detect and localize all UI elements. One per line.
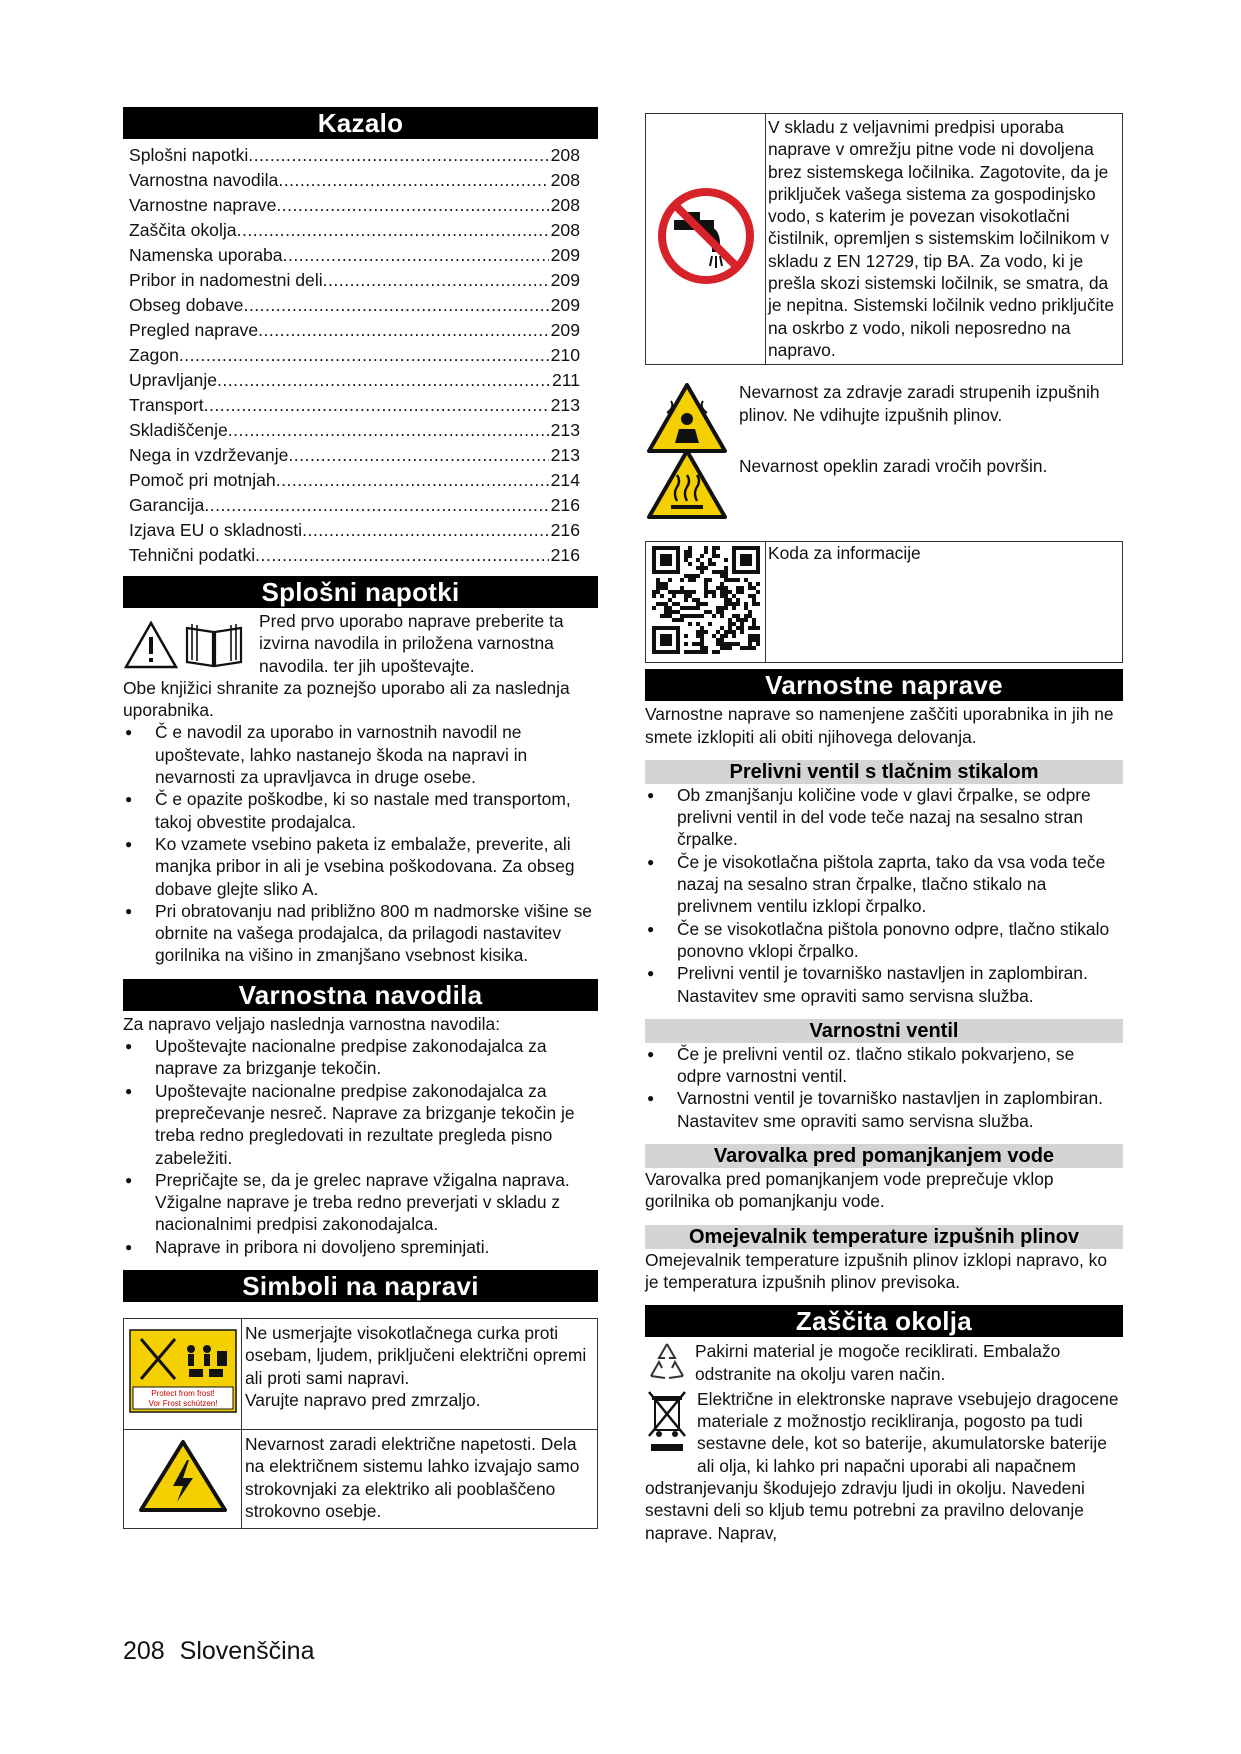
safety-bullets	[123, 1035, 598, 1258]
water-network-text: V skladu z veljavnimi predpisi uporaba naprave v omrežju pitne vode ni dovoljena brez sistemskega ločilnika. Zagotovite, da je priključek vašega sistema za gospodinjsko vodo, s katerim je povezan visokotlačni čistilnik, opremljen s sistemskim ločilnikom v skladu z EN 12729, tip BA. Za vodo, ki je prešla skozi sistemski ločilnik, se smatra, da je nepitna. Sistemski ločilnik vedno priključite na oskrbo z vodo, nikoli neposredno na napravo.	[766, 114, 1123, 365]
exhaust-warning-text: Nevarnost za zdravje zaradi strupenih izpušnih plinov. Ne vdihujte izpušnih plinov.	[739, 382, 1100, 425]
toc-entry-label: Zagon	[129, 345, 179, 365]
toc-entry-label: Transport	[129, 395, 204, 415]
list-item: ● Pri obratovanju nad približno 800 m nadmorske višine se obrnite na vašega prodajalca, da prilagodi nastavitev gorilnika na višino in zmanjšano vsebnost kisika.	[123, 900, 598, 967]
toc-entry-page: 216	[550, 545, 580, 565]
toc-leader-dots	[323, 268, 549, 293]
general-bullets	[123, 721, 598, 966]
toc-entry-page: 209	[550, 320, 580, 340]
manual-book-icon	[183, 620, 245, 670]
toc-entry-label: Nega in vzdrževanje	[129, 445, 289, 465]
weee-block	[645, 1388, 1123, 1544]
safety-heading: Varnostna navodila	[123, 979, 598, 1011]
toc-leader-dots	[288, 443, 548, 468]
toc-entry-page: 216	[550, 520, 580, 540]
general-icons	[123, 610, 253, 677]
toc-entry[interactable]	[129, 318, 580, 343]
crossed-bin-icon	[645, 1388, 689, 1456]
overflow-valve-heading: Prelivni ventil s tlačnim stikalom	[645, 760, 1123, 784]
toc-entry-label: Pribor in nadomestni deli	[129, 270, 323, 290]
overflow-valve-bullets	[645, 784, 1123, 1007]
warning-triangle-icon	[123, 620, 179, 670]
devices-heading: Varnostne naprave	[645, 669, 1123, 701]
toc-leader-dots	[217, 368, 550, 393]
toc-entry-label: Skladiščenje	[129, 420, 228, 440]
toc-entry-label: Pomoč pri motnjah	[129, 470, 276, 490]
toc-entry-page: 208	[550, 145, 580, 165]
hot-surface-warning	[645, 447, 1123, 523]
toc-entry-page: 214	[550, 470, 580, 490]
toc-entry-label: Upravljanje	[129, 370, 218, 390]
list-item: ● Če je visokotlačna pištola zaprta, tako da vsa voda teče nazaj na sesalno stran črpalke, tlačno stikalo na prelivnem ventilu izklopi črpalko.	[645, 851, 1123, 918]
table-row	[124, 1430, 598, 1529]
toc-entry[interactable]	[129, 543, 580, 568]
toc-entry[interactable]	[129, 143, 580, 168]
toc-entry[interactable]	[129, 343, 580, 368]
toc-entry-label: Varnostne naprave	[129, 195, 277, 215]
table-row	[124, 1319, 598, 1430]
safety-valve-bullets	[645, 1043, 1123, 1132]
general-intro-text: Pred prvo uporabo naprave preberite ta izvirna navodila in priložena varnostna navodila. ter jih upoštevajte.	[259, 611, 564, 676]
toc-leader-dots	[283, 243, 549, 268]
toc-entry-page: 213	[550, 445, 580, 465]
toc-entry[interactable]	[129, 418, 580, 443]
toxic-gas-warning-icon	[645, 381, 729, 457]
no-jet-frost-sign	[124, 1319, 242, 1430]
list-item: ● Če se visokotlačna pištola ponovno odpre, tlačno stikalo ponovno vklopi črpalko.	[645, 918, 1123, 963]
recycling-icon	[645, 1340, 689, 1384]
left-column	[123, 107, 598, 1529]
toc-entry-page: 210	[550, 345, 580, 365]
page-number: 208	[123, 1637, 165, 1665]
toc-entry-page: 213	[550, 420, 580, 440]
frost-sign-de: Vor Frost schützen!	[148, 1399, 217, 1409]
environment-heading: Zaščita okolja	[645, 1305, 1123, 1337]
toc-entry-page: 211	[551, 370, 580, 390]
toc-entry[interactable]	[129, 393, 580, 418]
toc-entry-page: 216	[550, 495, 580, 515]
toc-entry[interactable]	[129, 368, 580, 393]
list-item: ● Č e navodil za uporabo in varnostnih navodil ne upoštevate, lahko nastanejo škoda na napravi in nevarnosti za upravljavca in druge osebe.	[123, 721, 598, 788]
toc-leader-dots	[276, 193, 548, 218]
symbols-table	[123, 1318, 598, 1529]
toc-entry-page: 209	[550, 245, 580, 265]
toc-leader-dots	[204, 393, 549, 418]
right-column	[645, 113, 1123, 1544]
toc-entry-page: 209	[550, 295, 580, 315]
no-jet-text: Ne usmerjajte visokotlačnega curka proti osebam, ljudem, priključeni električni opremi ali proti sami napravi.	[245, 1323, 587, 1388]
footer-language: Slovenščina	[179, 1637, 315, 1665]
toc-entry[interactable]	[129, 268, 580, 293]
toc-entry[interactable]	[129, 518, 580, 543]
frost-sign-en: Protect from frost!	[150, 1389, 215, 1399]
water-network-table	[645, 113, 1123, 365]
toc-leader-dots	[248, 143, 548, 168]
toc-entry[interactable]	[129, 218, 580, 243]
toc-leader-dots	[278, 168, 548, 193]
qr-cell	[646, 542, 766, 663]
toc-entry[interactable]	[129, 168, 580, 193]
qr-info-text: Koda za informacije	[766, 542, 1123, 663]
weee-text: Električne in elektronske naprave vsebujejo dragocene materiale z možnostjo recikliranja, pogosto pa tudi sestavne dele, kot so baterije, akumulatorske baterije ali olja, ki lahko pri napačni uporabi ali napačnem odstranjevanju škodujejo zdravju ljudi in okolju. Navedeni sestavni deli so kljub temu potrebni za pravilno delovanje naprave. Naprav,	[645, 1388, 1119, 1543]
frost-text: Varujte napravo pred zmrzaljo.	[245, 1389, 481, 1410]
toc-entry-label: Zaščita okolja	[129, 220, 237, 240]
list-item: ● Ko vzamete vsebino paketa iz embalaže, preverite, ali manjka pribor in ali je vsebina poškodovana. Za obseg dobave glejte sliko A.	[123, 833, 598, 900]
toc-leader-dots	[302, 518, 549, 543]
toc-entry[interactable]	[129, 493, 580, 518]
toc-entry-page: 208	[550, 195, 580, 215]
general-keep-text: Obe knjižici shranite za poznejšo uporabo ali za naslednja uporabnika.	[123, 677, 570, 721]
toc-entry-label: Tehnični podatki	[129, 545, 256, 565]
safety-valve-heading: Varnostni ventil	[645, 1019, 1123, 1043]
recycle-text: Pakirni material je mogoče reciklirati. Embalažo odstranite na okolju varen način.	[695, 1341, 1061, 1384]
toc-entry[interactable]	[129, 443, 580, 468]
symbols-row1-text	[242, 1319, 598, 1430]
toc-entry[interactable]	[129, 243, 580, 268]
list-item: ● Ob zmanjšanju količine vode v glavi črpalke, se odpre prelivni ventil in del vode teče nazaj na sesalno stran črpalke.	[645, 784, 1123, 851]
toc-heading: Kazalo	[123, 107, 598, 139]
list-item: ● Upoštevajte nacionalne predpise zakonodajalca za preprečevanje nesreč. Naprave za brizganje tekočin je treba redno pregledovati in rezultate pregleda pisno zabeležiti.	[123, 1080, 598, 1169]
safety-intro: Za napravo veljajo naslednja varnostna navodila:	[123, 1013, 501, 1034]
list-item: ● Č e opazite poškodbe, ki so nastale med transportom, takoj obvestite prodajalca.	[123, 788, 598, 833]
toc-entry-page: 208	[550, 170, 580, 190]
toc-leader-dots	[204, 493, 548, 518]
toc-entry-page: 213	[550, 395, 580, 415]
toc-entry[interactable]	[129, 468, 580, 493]
toc-leader-dots	[258, 318, 549, 343]
list-item: ● Upoštevajte nacionalne predpise zakonodajalca za naprave za brizganje tekočin.	[123, 1035, 598, 1080]
list-item: ● Prepričajte se, da je grelec naprave vžigalna naprava. Vžigalne naprave je treba redno preverjati v skladu z nacionalnimi predpisi zakonodajalca.	[123, 1169, 598, 1236]
page-footer	[123, 1637, 314, 1666]
hot-surface-text: Nevarnost opeklin zaradi vročih površin.	[739, 456, 1048, 477]
toc-leader-dots	[237, 218, 549, 243]
list-item: ● Naprave in pribora ni dovoljeno spreminjati.	[123, 1236, 598, 1258]
toc-entry[interactable]	[129, 293, 580, 318]
table-row	[646, 114, 1123, 365]
qr-table	[645, 541, 1123, 663]
water-sign-cell	[646, 114, 766, 365]
water-guard-heading: Varovalka pred pomanjkanjem vode	[645, 1144, 1123, 1168]
qr-code[interactable]	[652, 546, 760, 654]
high-voltage-icon	[137, 1438, 229, 1514]
toc-entry[interactable]	[129, 193, 580, 218]
hot-surface-icon	[645, 447, 729, 523]
toc-leader-dots	[243, 293, 548, 318]
toc-entry-label: Splošni napotki	[129, 145, 249, 165]
toc-entry-page: 209	[550, 270, 580, 290]
table-row	[646, 542, 1123, 663]
toc-entry-label: Pregled naprave	[129, 320, 259, 340]
recycle-block	[645, 1340, 1123, 1385]
toc-entry-label: Garancija	[129, 495, 205, 515]
toc-leader-dots	[228, 418, 549, 443]
symbols-heading: Simboli na napravi	[123, 1270, 598, 1302]
toc-leader-dots	[276, 468, 549, 493]
temp-limiter-text: Omejevalnik temperature izpušnih plinov izklopi napravo, ko je temperatura izpušnih plinov previsoka.	[645, 1249, 1108, 1292]
toc-leader-dots	[255, 543, 548, 568]
list-item: ● Če je prelivni ventil oz. tlačno stikalo pokvarjeno, se odpre varnostni ventil.	[645, 1043, 1123, 1088]
toc-entry-page: 208	[550, 220, 580, 240]
list-item: ● Varnostni ventil je tovarniško nastavljen in zaplombiran. Nastavitev sme opraviti samo servisna služba.	[645, 1087, 1123, 1132]
no-drinking-water-connection-icon	[656, 186, 756, 286]
temp-limiter-heading: Omejevalnik temperature izpušnih plinov	[645, 1225, 1123, 1249]
devices-intro: Varnostne naprave so namenjene zaščiti uporabnika in jih ne smete izklopiti ali obiti njihovega delovanja.	[645, 704, 1114, 747]
no-water-jet-icon	[129, 1329, 237, 1413]
water-guard-text: Varovalka pred pomanjkanjem vode preprečuje vklop gorilnika ob pomanjkanju vode.	[645, 1169, 1054, 1212]
toc-leader-dots	[179, 343, 549, 368]
toc-entry-label: Izjava EU o skladnosti	[129, 520, 303, 540]
general-heading: Splošni napotki	[123, 576, 598, 608]
toc-entry-label: Namenska uporaba	[129, 245, 283, 265]
general-intro-block	[123, 610, 598, 677]
table-of-contents	[123, 139, 598, 568]
list-item: ● Prelivni ventil je tovarniško nastavljen in zaplombiran. Nastavitev sme opraviti samo servisna služba.	[645, 962, 1123, 1007]
toc-entry-label: Obseg dobave	[129, 295, 244, 315]
exhaust-warning	[645, 381, 1123, 457]
voltage-text: Nevarnost zaradi električne napetosti. Dela na električnem sistemu lahko izvajajo samo strokovnjaki za elektriko ali pooblaščeno strokovno osebje.	[242, 1430, 598, 1529]
voltage-sign	[124, 1430, 242, 1529]
toc-entry-label: Varnostna navodila	[129, 170, 279, 190]
